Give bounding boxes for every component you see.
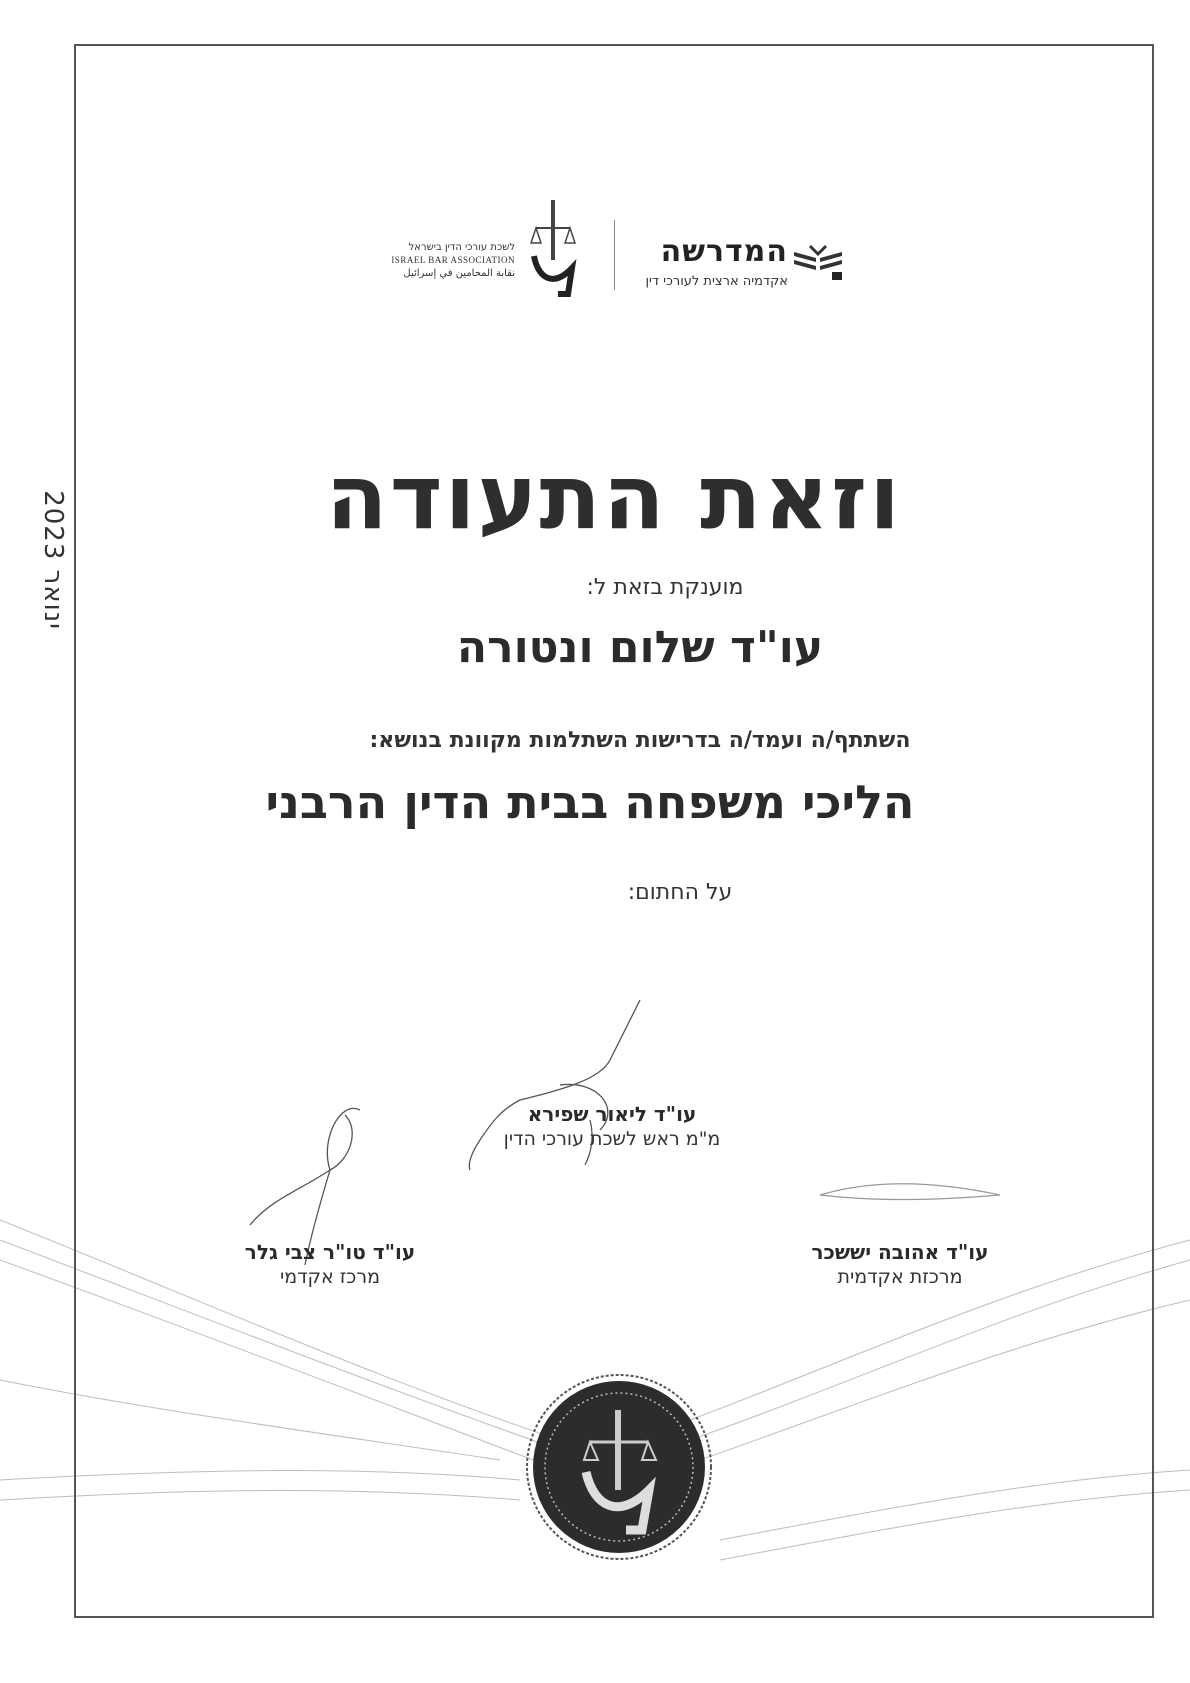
recipient-name: עו"ד שלום ונטורה xyxy=(456,622,824,673)
bar-association-seal xyxy=(524,1372,714,1562)
signatory-2 xyxy=(210,1240,450,1288)
midrasha-name: המדרשה xyxy=(660,234,788,269)
signatory-name: עו"ד אהובה יששכר xyxy=(811,1240,989,1264)
signatory-name: עו"ד טו"ר צבי גלר xyxy=(244,1240,416,1264)
signatory-name: עו"ד ליאור שפירא xyxy=(527,1102,697,1126)
signatory-1 xyxy=(462,1102,762,1150)
certificate-title: וזאת התעודה xyxy=(325,445,903,550)
midrasha-logo xyxy=(630,210,850,300)
bar-association-logo xyxy=(380,190,610,300)
open-book-icon xyxy=(792,238,844,282)
header-logos xyxy=(380,190,850,300)
midrasha-subtitle: אקדמיה ארצית לעורכי דין xyxy=(645,274,788,289)
logo-divider xyxy=(614,220,615,290)
bar-association-english: ISRAEL BAR ASSOCIATION xyxy=(391,255,515,265)
certificate-date: ינואר 2023 xyxy=(38,490,68,630)
signatory-3 xyxy=(780,1240,1020,1288)
awarded-to-label: מוענקת בזאת ל: xyxy=(586,575,744,600)
signatory-role: מ"מ ראש לשכת עורכי הדין xyxy=(503,1128,721,1150)
course-subject: הליכי משפחה בבית הדין הרבני xyxy=(265,775,915,829)
participation-text: השתתף/ה ועמד/ה בדרישות השתלמות מקוונת בנושא: xyxy=(369,728,911,753)
signatory-role: מרכז אקדמי xyxy=(279,1266,380,1288)
bar-association-arabic: نقابة المحامين في إسرائيل xyxy=(403,268,515,279)
signed-label: על החתום: xyxy=(627,880,733,905)
signatory-role: מרכזת אקדמית xyxy=(837,1266,963,1288)
scales-of-justice-icon xyxy=(528,198,578,298)
bar-association-hebrew: לשכת עורכי הדין בישראל xyxy=(408,242,515,253)
